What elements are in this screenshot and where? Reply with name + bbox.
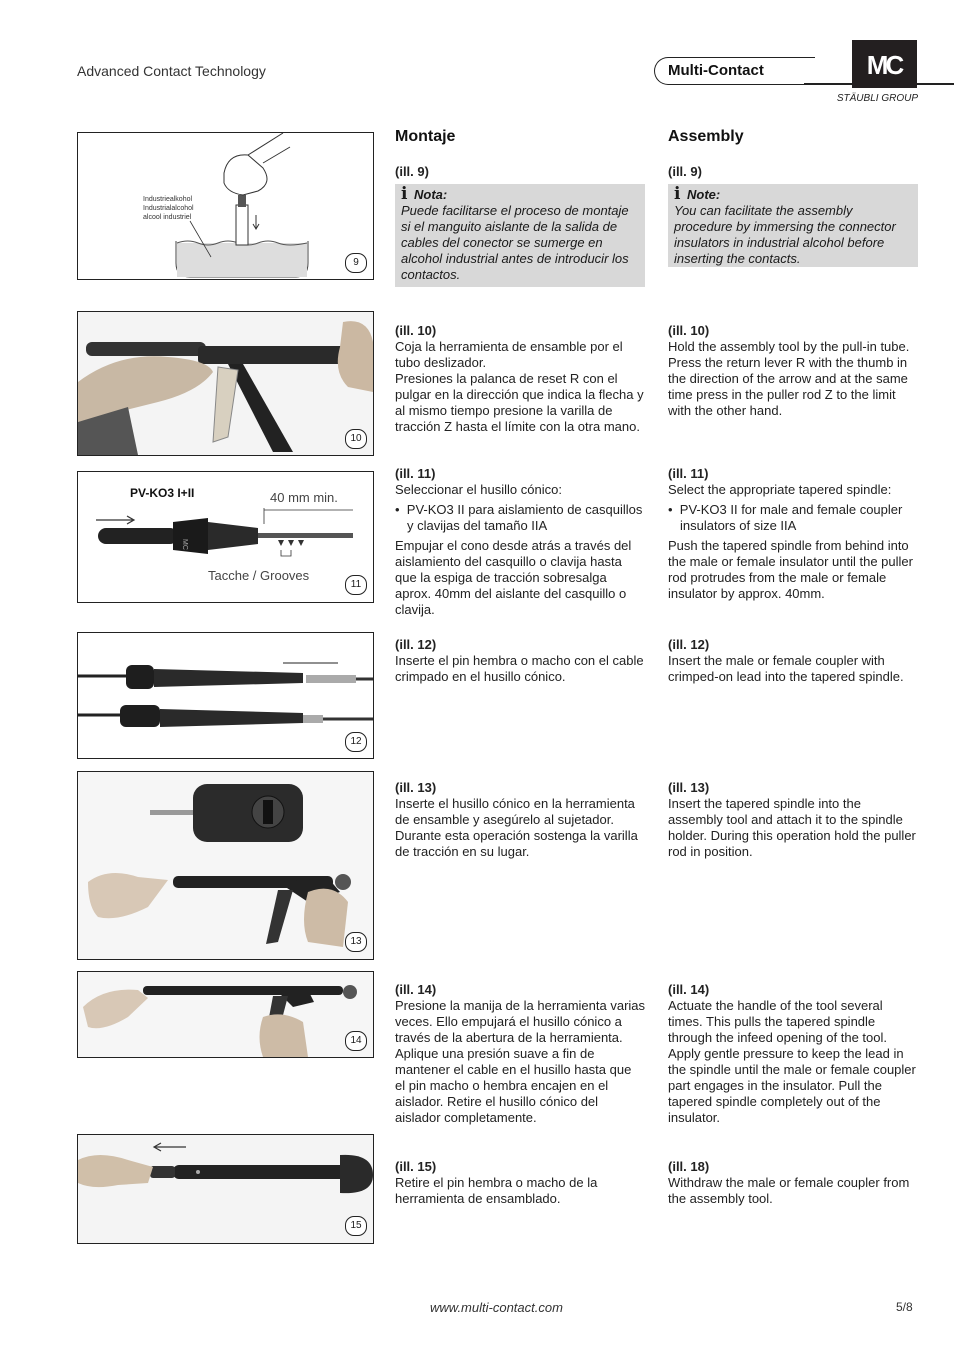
ill-label: (ill. 9) — [395, 164, 429, 179]
ill-label: (ill. 18) — [668, 1159, 710, 1174]
figure-14 — [77, 971, 374, 1058]
step-text: Insert the tapered spindle into the assembly tool and attach it to the spindle holder. During this operation hold the puller rod in position. — [668, 796, 916, 859]
alcohol-bath-illustration — [78, 133, 373, 279]
step-text: Inserte el husillo cónico en la herramienta de ensamble y asegúrelo al sujetador. Durante esta operación sostenga la varilla de tracción en su lugar. — [395, 796, 638, 859]
step-text: Insert the male or female coupler with crimped-on lead into the tapered spindle. — [668, 653, 904, 684]
section-title-en: Assembly — [668, 128, 744, 145]
step-text: Withdraw the male or female coupler from the assembly tool. — [668, 1175, 910, 1206]
figure-number: 14 — [345, 1031, 367, 1051]
ill-label: (ill. 14) — [395, 982, 437, 997]
ill-label: (ill. 9) — [668, 164, 702, 179]
ill-label: (ill. 13) — [668, 780, 710, 795]
mc-logo-text: MC — [866, 50, 902, 80]
step-text: Coja la herramienta de ensamble por el tubo deslizador. Presiones la palanca de reset R con el pulgar en la dirección que indica la flecha y al mismo tiempo presione la varilla de tracción Z hasta el límite con la otra mano. — [395, 339, 644, 434]
es-step-13 — [395, 780, 645, 860]
ill-label: (ill. 15) — [395, 1159, 437, 1174]
ill-label: (ill. 11) — [395, 466, 436, 481]
figure-11 — [77, 471, 374, 603]
info-icon: i — [674, 184, 681, 204]
assembly-tool-photo — [78, 312, 373, 455]
bullet-text: PV-KO3 II para aislamiento de casquillos y clavijas del tamaño IIA — [406, 502, 643, 533]
ill-label: (ill. 11) — [668, 466, 709, 481]
figure-15 — [77, 1134, 374, 1244]
en-step-10 — [668, 307, 918, 419]
step-bullet: • PV-KO3 II para aislamiento de casquillos y clavijas del tamaño IIA — [395, 502, 643, 533]
spindle-into-tool-photo — [78, 772, 373, 959]
mc-logo-mark — [852, 40, 917, 88]
label-alcohol-de: Industriealkohol — [143, 196, 193, 203]
es-step-11 — [395, 466, 645, 618]
figure-number: 13 — [345, 932, 367, 952]
note-text: Puede facilitarse el proceso de montaje si el manguito aislante de la salida de cables del conector se sumerge en alcohol industrial antes de introducir los contactos. — [401, 203, 629, 282]
bullet-text: PV-KO3 II for male and female coupler insulators of size IIA — [679, 502, 903, 533]
mc-logo — [852, 40, 917, 88]
step-text: Seleccionar el husillo cónico: — [395, 482, 562, 497]
step-bullet: • PV-KO3 II for male and female coupler insulators of size IIA — [668, 502, 903, 533]
actuate-handle-photo — [78, 972, 373, 1057]
product-label: PV-KO3 I+II — [130, 486, 195, 500]
figure-number: 9 — [345, 253, 367, 273]
figure-10 — [77, 311, 374, 456]
page-number: 5/8 — [896, 1300, 913, 1314]
ill-label: (ill. 10) — [668, 323, 710, 338]
brand-box — [654, 57, 844, 85]
es-step-15 — [395, 1159, 645, 1207]
en-step-14 — [668, 982, 918, 1126]
step-text: Empujar el cono desde atrás a través del aislamiento del casquillo o clavija hasta que la espiga de tracción sobresalga aprox. 40mm del aislante del casquillo o clavija. — [395, 538, 632, 617]
step-text: Hold the assembly tool by the pull-in tube. Press the return lever R with the thumb in the direction of the arrow and at the same time press in the puller rod Z to the limit with the other hand. — [668, 339, 910, 418]
step-text: Push the tapered spindle from behind into the male or female insulator until the puller rod protrudes from the male or female insulator by approx. 40mm. — [668, 538, 913, 601]
group-name: STÄUBLI GROUP — [836, 93, 918, 104]
en-step-12 — [668, 637, 918, 685]
en-ill9 — [668, 164, 918, 180]
step-text: Retire el pin hembra o macho de la herramienta de ensamblado. — [395, 1175, 598, 1206]
figure-number: 11 — [345, 575, 367, 595]
ill-label: (ill. 14) — [668, 982, 710, 997]
es-ill9 — [395, 164, 645, 180]
note-title: Nota: — [414, 187, 448, 202]
label-alcohol-fr: alcool industriel — [143, 214, 192, 221]
es-step-14 — [395, 982, 645, 1126]
info-icon: i — [401, 184, 408, 204]
mc-mark: MC — [181, 539, 188, 550]
figure-13 — [77, 771, 374, 960]
en-step-13 — [668, 780, 918, 860]
ill-label: (ill. 13) — [395, 780, 437, 795]
spindle-with-cable-photo — [78, 633, 373, 758]
note-title: Note: — [687, 187, 721, 202]
es-step-12 — [395, 637, 645, 685]
ill-label: (ill. 12) — [668, 637, 710, 652]
en-step-18 — [668, 1159, 918, 1207]
withdraw-coupler-photo — [78, 1135, 373, 1243]
dimension-label: 40 mm min. — [270, 490, 338, 505]
ill-label: (ill. 12) — [395, 637, 437, 652]
figure-number: 10 — [345, 429, 367, 449]
section-title-es: Montaje — [395, 128, 456, 145]
figure-12 — [77, 632, 374, 759]
label-alcohol-en: Industrialalcohol — [143, 205, 194, 212]
step-text: Inserte el pin hembra o macho con el cable crimpado en el husillo cónico. — [395, 653, 644, 684]
footer-url[interactable]: www.multi-contact.com — [430, 1300, 563, 1315]
step-text: Actuate the handle of the tool several times. This pulls the tapered spindle through the infeed opening of the tool. Apply gentle pressure to keep the lead in the spindle until the male or female coupler part engages in the insulator. Pull the tapered spindle completely out of the insulator. — [668, 998, 916, 1125]
tapered-spindle-illustration — [78, 472, 373, 602]
grooves-label: Tacche / Grooves — [208, 568, 310, 583]
ill-label: (ill. 10) — [395, 323, 437, 338]
step-text: Presione la manija de la herramienta varias veces. Ello empujará el husillo cónico a través de la abertura de la herramienta. Aplique una presión suave a fin de mantener el cable en el husillo hasta que el pin macho o hembra encajen en el aislador. Retire el husillo cónico del aislador completamente. — [395, 998, 646, 1125]
en-step-11 — [668, 466, 920, 602]
es-step-10 — [395, 307, 645, 435]
figure-9 — [77, 132, 374, 280]
figure-number: 12 — [345, 732, 367, 752]
note-box-en — [668, 184, 918, 267]
note-text: You can facilitate the assembly procedure by immersing the connector insulators in industrial alcohol before inserting the contacts. — [674, 203, 896, 266]
note-box-es — [395, 184, 645, 287]
figure-number: 15 — [345, 1216, 367, 1236]
brand-name: Multi-Contact — [668, 62, 764, 79]
step-text: Select the appropriate tapered spindle: — [668, 482, 892, 497]
header-tagline: Advanced Contact Technology — [77, 63, 266, 79]
